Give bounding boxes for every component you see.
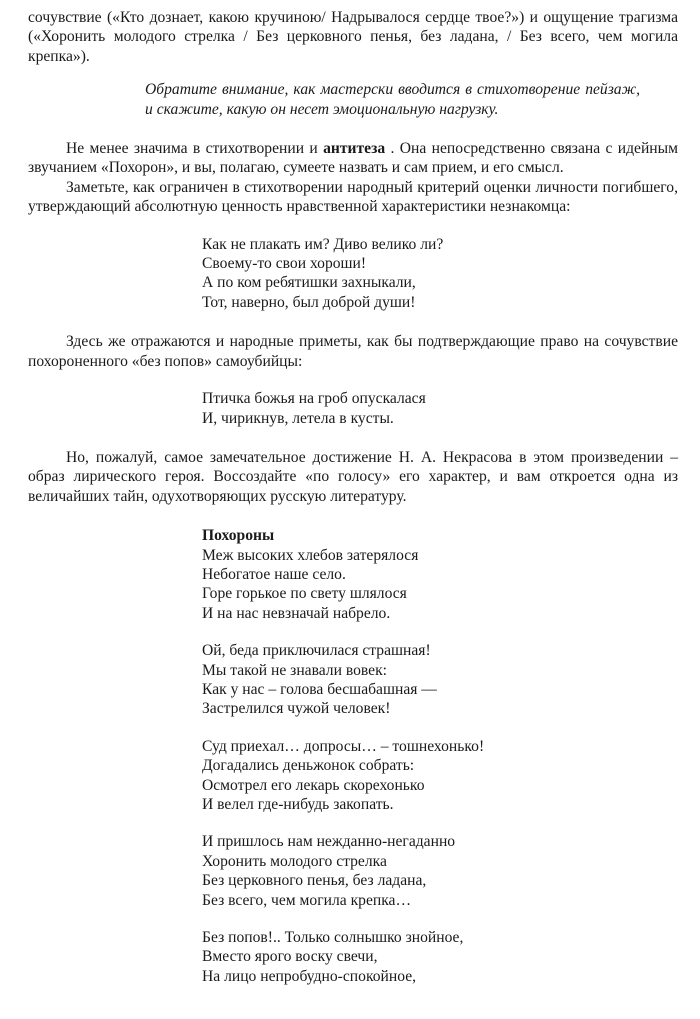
poem-stanza [202, 737, 678, 815]
verse-line: А по ком ребятишки захныкали, [202, 274, 416, 292]
quote-verse-2 [202, 389, 678, 428]
poem-line: И пришлось нам нежданно-негаданно [202, 833, 456, 851]
italic-note: Обратите внимание, как мастерски вводится в стихотворение пейзаж, и скажите, какую он несет эмоциональную нагрузку. [145, 81, 640, 118]
poem-line: Хоронить молодого стрелка [202, 852, 387, 870]
poem [202, 526, 678, 986]
poem-stanza [202, 641, 678, 719]
poem-line: Догадались деньжонок собрать: [202, 757, 415, 775]
poem-stanza [202, 832, 678, 910]
lyrical-hero-paragraph: Но, пожалуй, самое замечательное достижение Н. А. Некрасова в этом произведении – образ лирического героя. Воссоздайте «по голосу» его характер, и вам откроется одна из величайших тайн, одухотворяющих русскую литературу. [28, 448, 678, 505]
poem-line: Без всего, чем могила крепка… [202, 891, 412, 909]
poem-line: Вместо ярого воску свечи, [202, 948, 378, 966]
criterion-paragraph: Заметьте, как ограничен в стихотворении народный критерий оценки личности погибшего, утверждающий абсолютную ценность нравственной характеристики незнакомца: [28, 178, 678, 216]
antithesis-text-after: . Она непосредственно связана с идейным звучанием «Похорон», и вы, полагаю, сумеете назвать и сам прием, и его смысл. [28, 140, 678, 177]
poem-line: На лицо непробудно-спокойное, [202, 967, 417, 985]
intro-paragraph: сочувствие («Кто дознает, какою кручиною/ Надрывалося сердце твое?») и ощущение трагизма («Хоронить молодого стрелка / Без церковного пенья, без ладана, / Без всего, чем могила крепка»). [28, 9, 678, 65]
poem-line: Осмотрел его лекарь скорехонько [202, 776, 425, 794]
poem-line: Застрелился чужой человек! [202, 700, 391, 718]
antithesis-text-before: Не менее значима в стихотворении и [66, 140, 324, 158]
antithesis-term: антитеза [323, 140, 386, 158]
poem-line: Как у нас – голова бесшабашная — [202, 680, 437, 698]
poem-line: Мы такой не знавали вовек: [202, 661, 387, 679]
poem-line: Суд приехал… допросы… – тошнехонько! [202, 737, 485, 755]
verse-line: Как не плакать им? Диво велико ли? [202, 235, 444, 253]
omens-paragraph: Здесь же отражаются и народные приметы, как бы подтверждающие право на сочувствие похороненного «без попов» самоубийцы: [28, 333, 678, 370]
poem-line: И на нас невзначай набрело. [202, 604, 391, 622]
document-page [28, 8, 678, 986]
verse-line: Птичка божья на гроб опускалася [202, 390, 426, 408]
poem-line: Без попов!.. Только солнышко знойное, [202, 929, 464, 947]
verse-line: И, чирикнув, летела в кусты. [202, 409, 394, 427]
antithesis-paragraph [28, 139, 678, 178]
poem-stanza [202, 928, 678, 986]
poem-line: Горе горькое по свету шлялося [202, 585, 407, 603]
verse-line: Своему-то свои хороши! [202, 255, 367, 273]
poem-line: Меж высоких хлебов затерялося [202, 546, 419, 564]
poem-stanza [202, 526, 678, 623]
verse-line: Тот, наверно, был доброй души! [202, 293, 416, 311]
poem-line: И велел где-нибудь закопать. [202, 796, 394, 813]
poem-line: Небогатое наше село. [202, 565, 346, 583]
poem-line: Без церковного пенья, без ладана, [202, 872, 427, 890]
poem-title: Похороны [202, 527, 275, 545]
quote-verse-1 [202, 235, 678, 313]
poem-line: Ой, беда приключилася страшная! [202, 642, 431, 660]
